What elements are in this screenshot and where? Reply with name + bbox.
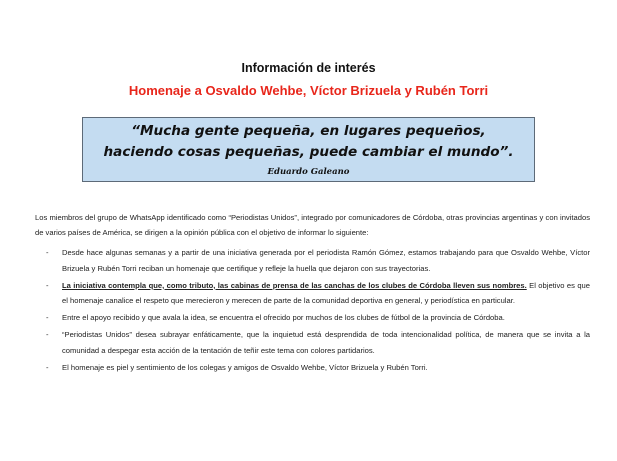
list-item	[0, 360, 590, 376]
list-item-text: Entre el apoyo recibido y que avala la idea, se encuentra el ofrecido por muchos de los clubes de fútbol de la provincia de Córdoba.	[62, 313, 505, 322]
list-item-text: Desde hace algunas semanas y a partir de una iniciativa generada por el periodista Ramón Gómez, estamos trabajando para que Osvaldo Wehbe, Víctor Brizuela y Rubén Torri reciban un homenaje que certifique y refleje la huella que dejaron con sus trayectorias.	[62, 248, 590, 273]
list-item-text: El homenaje es piel y sentimiento de los colegas y amigos de Osvaldo Wehbe, Víctor Brizuela y Rubén Torri.	[62, 362, 428, 372]
bullet-marker: -	[46, 330, 49, 339]
quote-line-2: haciendo cosas pequeñas, puede cambiar el mundo”.	[103, 144, 514, 160]
bullet-list	[0, 245, 617, 377]
quote-line-1: “Mucha gente pequeña, en lugares pequeños,	[131, 123, 486, 139]
intro-paragraph: Los miembros del grupo de WhatsApp identificado como “Periodistas Unidos”, integrado por comunicadores de Córdoba, otras provincias argentinas y con invitados de varios países de América, se dirigen a la opinión pública con el objetivo de informar lo siguiente:	[35, 213, 590, 237]
quote-box	[82, 117, 535, 182]
page-subtitle: Homenaje a Osvaldo Wehbe, Víctor Brizuela y Rubén Torri	[128, 83, 489, 98]
list-item-text: “Periodistas Unidos” desea subrayar enfáticamente, que la inquietud está desprendida de toda intencionalidad política, de manera que se invita a la comunidad a despegar esta acción de la tentación de teñir este tema con colores partidarios.	[62, 330, 590, 355]
list-item	[0, 245, 590, 276]
quote-author: Eduardo Galeano	[267, 167, 350, 177]
list-item	[0, 310, 590, 326]
bullet-marker: -	[46, 280, 49, 290]
list-item	[0, 327, 590, 358]
list-item-text: El objetivo es que el homenaje canalice el respeto que merecieron y merecen de parte de la comunidad deportiva en general, y periodística en particular.	[62, 280, 590, 305]
list-item	[0, 278, 590, 309]
bullet-marker: -	[46, 313, 49, 322]
bullet-marker: -	[46, 362, 49, 372]
page-title: Información de interés	[241, 61, 376, 75]
bullet-marker: -	[46, 248, 49, 257]
list-item-emphasis: La iniciativa contempla que, como tributo, las cabinas de prensa de las canchas de los clubes de Córdoba lleven sus nombres.	[62, 280, 527, 290]
